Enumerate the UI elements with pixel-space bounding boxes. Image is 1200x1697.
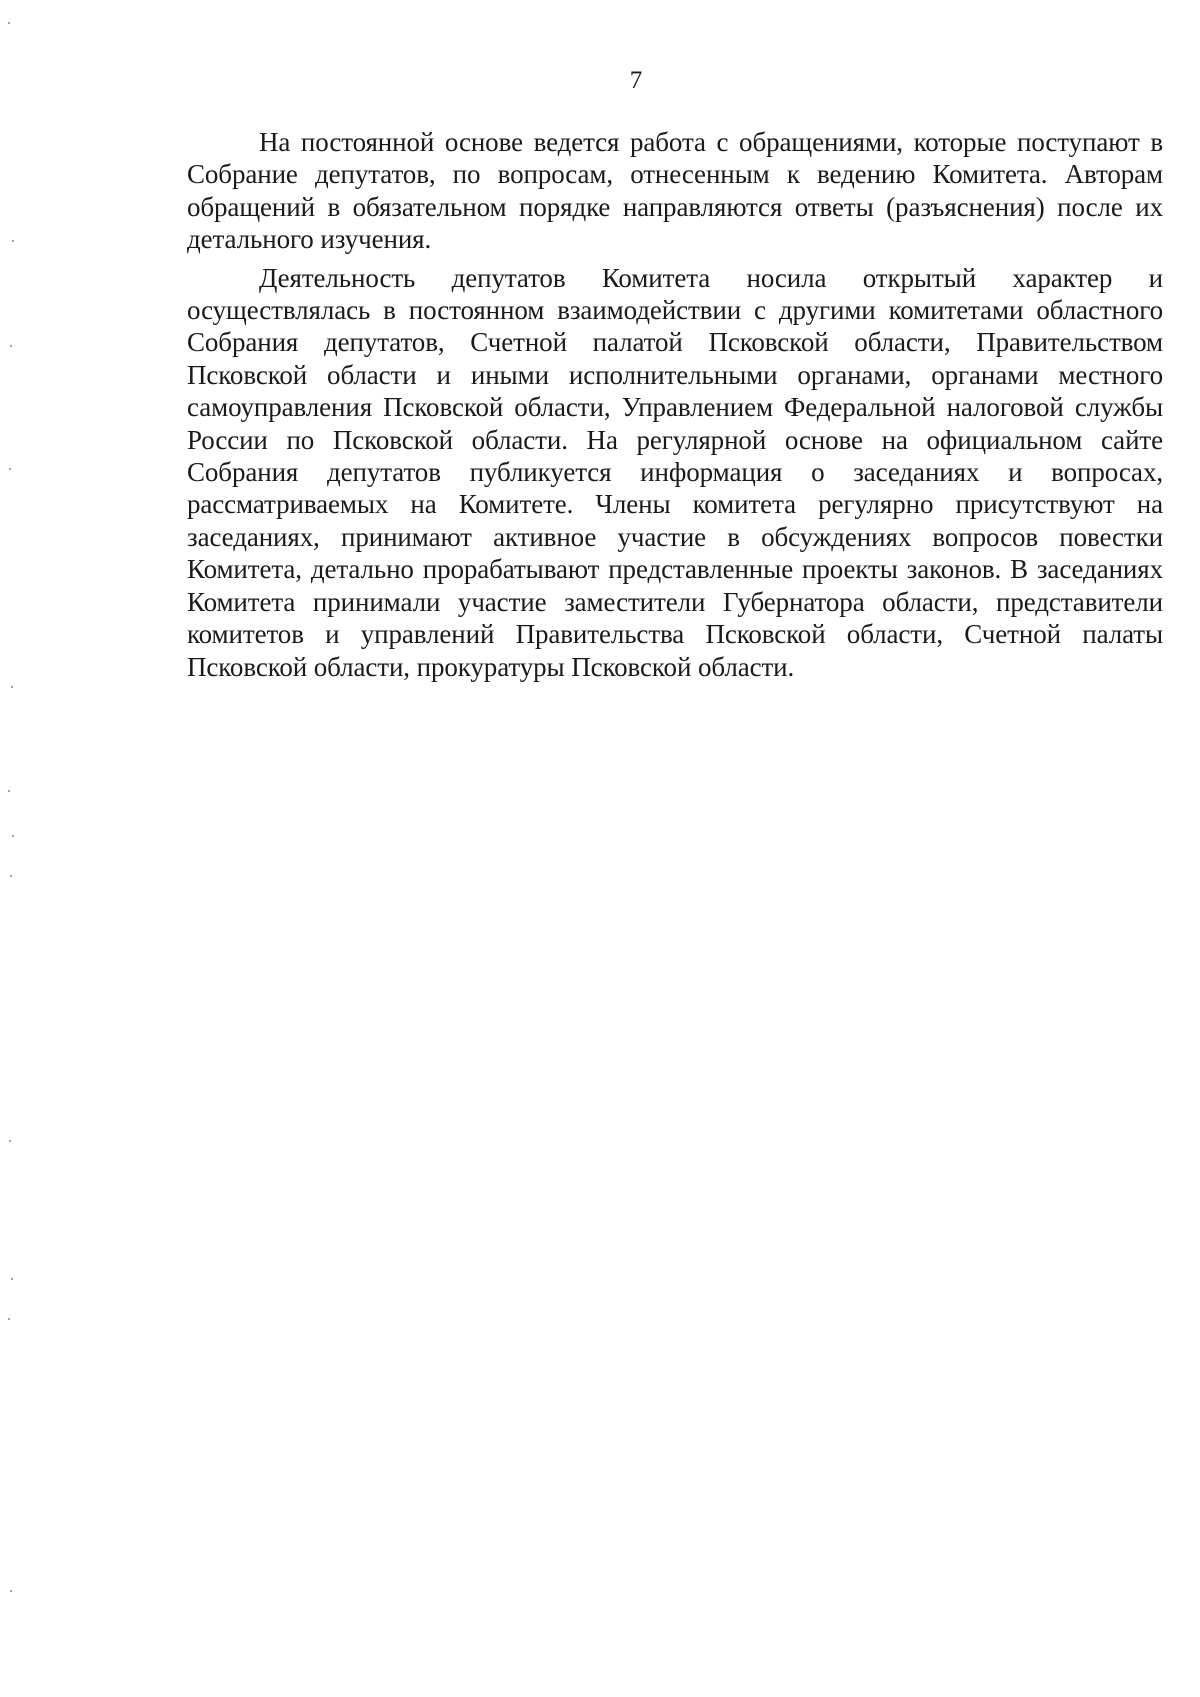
scan-artifact xyxy=(8,1318,10,1320)
scan-artifact xyxy=(10,1590,12,1592)
scan-artifact xyxy=(12,240,14,242)
page-number: 7 xyxy=(629,67,643,94)
scan-artifact xyxy=(9,468,11,470)
scan-artifact xyxy=(11,686,13,688)
scan-artifact xyxy=(12,835,14,837)
paragraph-committee-activity: Деятельность депутатов Комитета носила открытый характер и осуществлялась в постоянном взаимодействии с другими комитетами областного Собрания депутатов, Счетной палатой Псковской области, Правительством Псковской области и иными исполнительными органами, органами местного самоуправления Псковской области, Управлением Федеральной налоговой службы России по Псковской области. На регулярной основе на официальном сайте Собрания депутатов публикуется информация о заседаниях и вопросах, рассматриваемых на Комитете. Члены комитета регулярно присутствуют на заседаниях, принимают активное участие в обсуждениях вопросов повестки Комитета, детально прорабатывают представленные проекты законов. В заседаниях Комитета принимали участие заместители Губернатора области, представители комитетов и управлений Правительства Псковской области, Счетной палаты Псковской области, прокуратуры Псковской области. xyxy=(187,262,1163,682)
scan-artifact xyxy=(9,1140,11,1142)
scan-artifact xyxy=(8,790,10,792)
body-text xyxy=(187,126,1163,689)
scan-artifact xyxy=(10,345,12,347)
paragraph-appeals: На постоянной основе ведется работа с обращениями, которые поступают в Собрание депутатов, по вопросам, отнесенным к ведению Комитета. Авторам обращений в обязательном порядке направляются ответы (разъяснения) после их детального изучения. xyxy=(187,127,1163,255)
scan-artifact xyxy=(8,22,10,24)
scan-artifact xyxy=(11,1278,13,1280)
scan-artifact xyxy=(10,875,12,877)
